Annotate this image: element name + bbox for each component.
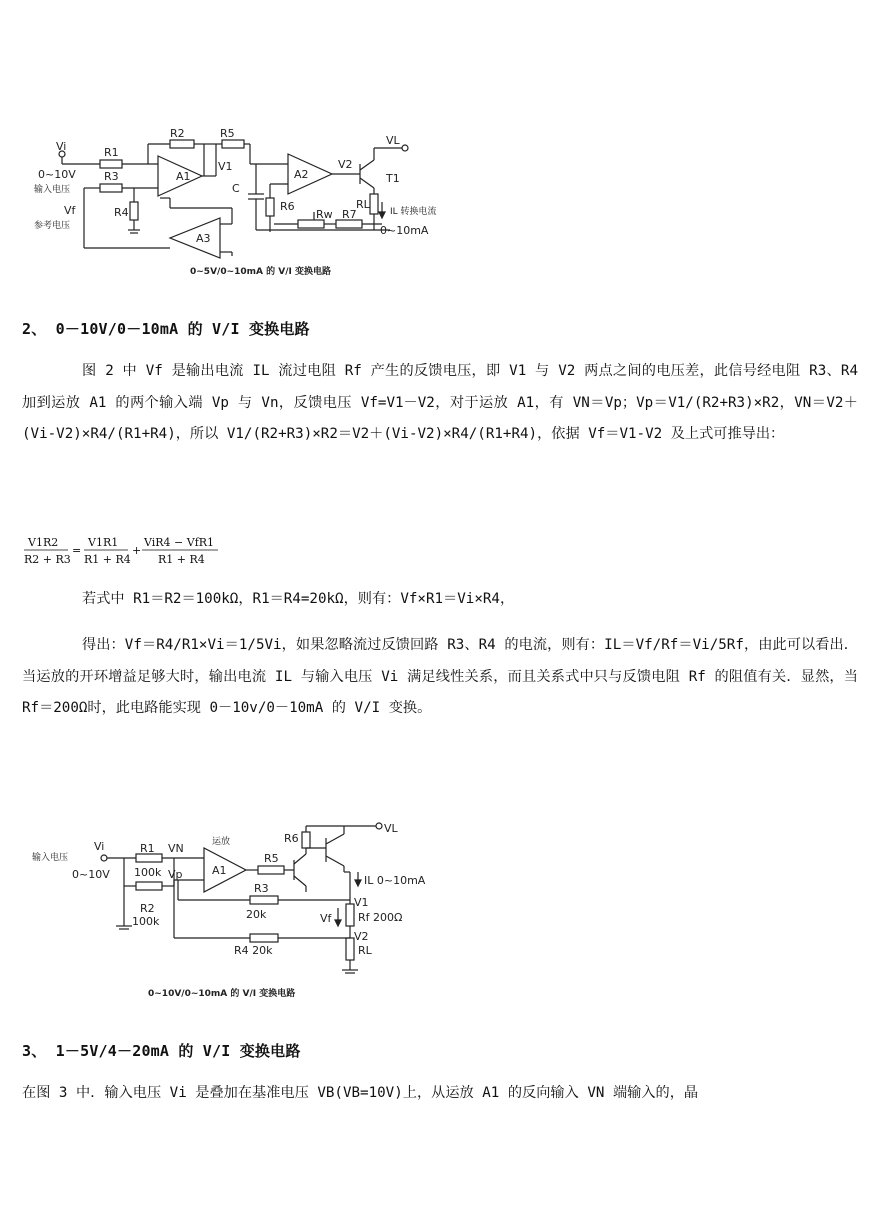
fig1-label-r2: R2 bbox=[170, 127, 185, 140]
figure-2-circuit bbox=[28, 822, 448, 1002]
fig1-label-rl: RL bbox=[356, 198, 370, 211]
fig1-label-r1: R1 bbox=[104, 146, 119, 159]
figure-1-circuit bbox=[30, 127, 437, 280]
section-3-heading: 3、 1－5V/4－20mA 的 V/I 变换电路 bbox=[22, 1042, 301, 1060]
fig1-label-c: C bbox=[232, 182, 240, 195]
section-2-paragraph-1-block bbox=[22, 356, 858, 451]
formula-mid-denominator: R1 + R4 bbox=[84, 553, 131, 566]
fig1-label-r5: R5 bbox=[220, 127, 235, 140]
fig1-label-v2: V2 bbox=[338, 158, 353, 171]
section-2-paragraph-3-block bbox=[22, 630, 858, 725]
section-3-paragraph-1-block bbox=[22, 1078, 858, 1110]
section-2-paragraph-2-block bbox=[22, 584, 858, 616]
fig1-label-r4: R4 bbox=[114, 206, 129, 219]
section-2-paragraph-2: 若式中 R1＝R2＝100kΩ，R1＝R4=20kΩ，则有：Vf×R1＝Vi×R4， bbox=[82, 591, 515, 607]
section-2-paragraph-3: 得出：Vf＝R4/R1×Vi＝1/5Vi，如果忽略流过反馈回路 R3、R4 的电流，则有：IL＝Vf/Rf＝Vi/5Rf，由此可以看出．当运放的开环增益足够大时，输出电流 IL 与输入电压 Vi 满足线性关系，而且关系式中只与反馈电阻 Rf 的阻值有关．显然，当 Rf＝200Ω时，此电路能实现 0－10v/0－10mA 的 V/I 变换。 bbox=[22, 637, 858, 716]
fig2-label-r1: R1 bbox=[140, 842, 155, 855]
fig2-label-il: IL 0~10mA bbox=[364, 874, 426, 887]
fig2-label-r3: R3 bbox=[254, 882, 269, 895]
fig1-label-rw: Rw bbox=[316, 208, 333, 221]
formula-lhs-denominator: R2 + R3 bbox=[24, 553, 71, 566]
fig2-label-rf: Rf 200Ω bbox=[358, 911, 403, 924]
fig2-label-rl: RL bbox=[358, 944, 372, 957]
fig1-label-r6: R6 bbox=[280, 200, 295, 213]
fig2-caption: 0~10V/0~10mA 的 V/I 变换电路 bbox=[148, 989, 296, 999]
section-2-paragraph-1: 图 2 中 Vf 是输出电流 IL 流过电阻 Rf 产生的反馈电压，即 V1 与 V2 两点之间的电压差，此信号经电阻 R3、R4 加到运放 A1 的两个输入端 Vp 与 Vn，反馈电压 Vf=V1－V2，对于运放 A1，有 VN＝Vp；Vp＝V1/(R2+R3)×R2，VN＝V2＋(Vi-V2)×R4/(R1+R4)，所以 V1/(R2+R3)×R2＝V2＋(Vi-V2)×R4/(R1+R4)，依据 Vf＝V1-V2 及上式可推导出： bbox=[22, 363, 858, 442]
fig1-label-a2: A2 bbox=[294, 168, 309, 181]
fig2-label-r2: R2 bbox=[140, 902, 155, 915]
fig2-label-vp: Vp bbox=[168, 868, 183, 881]
fig2-label-r3-value: 20k bbox=[246, 908, 267, 921]
fig1-label-r3: R3 bbox=[104, 170, 119, 183]
fig2-label-vi-desc: 输入电压 bbox=[32, 853, 69, 863]
fig1-label-r7: R7 bbox=[342, 208, 357, 221]
fig2-label-r1-value: 100k bbox=[134, 866, 162, 879]
fig1-label-il-range: 0~10mA bbox=[380, 224, 429, 237]
formula-rhs-numerator: ViR4 − VfR1 bbox=[144, 536, 215, 549]
fig2-label-v2: V2 bbox=[354, 930, 369, 943]
fig1-label-t1: T1 bbox=[386, 172, 400, 185]
fig1-label-vl: VL bbox=[386, 134, 400, 147]
fig1-label-a3: A3 bbox=[196, 232, 211, 245]
fig2-label-vl: VL bbox=[384, 822, 398, 835]
fig2-label-vi: Vi bbox=[94, 840, 105, 853]
formula-mid-numerator: V1R1 bbox=[88, 536, 119, 549]
fig1-caption: 0~5V/0~10mA 的 V/I 变换电路 bbox=[190, 267, 331, 277]
fig2-label-yunfang: 运放 bbox=[212, 837, 231, 847]
fig2-label-vf: Vf bbox=[320, 912, 332, 925]
fig1-label-v1: V1 bbox=[218, 160, 233, 173]
fig1-label-vi-desc: 输入电压 bbox=[34, 185, 71, 195]
formula-plus: + bbox=[132, 544, 142, 557]
fig1-label-vi-range: 0~10V bbox=[38, 168, 76, 181]
fig1-label-vi: Vi bbox=[56, 140, 67, 153]
derived-formula bbox=[22, 532, 222, 576]
fig2-label-r4: R4 20k bbox=[234, 944, 273, 957]
fig1-label-il: IL 转换电流 bbox=[390, 207, 437, 217]
fig1-label-vf-desc: 参考电压 bbox=[34, 221, 71, 231]
formula-lhs-numerator: V1R2 bbox=[28, 536, 59, 549]
fig2-label-r2-value: 100k bbox=[132, 915, 160, 928]
fig1-label-a1: A1 bbox=[176, 170, 191, 183]
formula-rhs-denominator: R1 + R4 bbox=[158, 553, 205, 566]
fig2-label-r5: R5 bbox=[264, 852, 279, 865]
formula-equals: = bbox=[72, 544, 82, 557]
fig1-label-vf: Vf bbox=[64, 204, 76, 217]
fig2-label-a1: A1 bbox=[212, 864, 227, 877]
fig2-label-vn: VN bbox=[168, 842, 184, 855]
fig2-label-v1: V1 bbox=[354, 896, 369, 909]
fig2-label-vi-range: 0~10V bbox=[72, 868, 110, 881]
section-2-heading: 2、 0－10V/0－10mA 的 V/I 变换电路 bbox=[22, 320, 310, 338]
section-3-paragraph-1: 在图 3 中．输入电压 Vi 是叠加在基准电压 VB(VB=10V)上，从运放 A1 的反向输入 VN 端输入的，晶 bbox=[22, 1085, 699, 1101]
fig2-label-r6: R6 bbox=[284, 832, 299, 845]
